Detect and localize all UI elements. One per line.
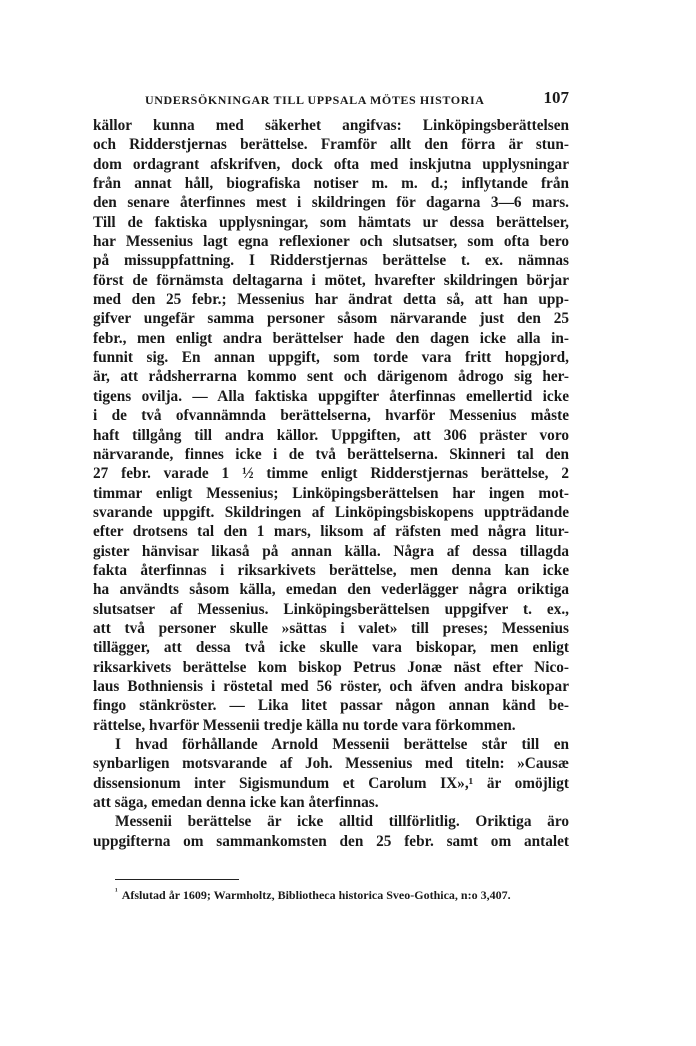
page-number: 107 — [543, 88, 569, 107]
text-line: 27 febr. varade 1 ½ timme enligt Ridderstjernas berättelse, 2 — [93, 465, 569, 483]
text-line: dom ordagrant afskrifven, dock ofta med inskjutna upplysningar — [93, 155, 569, 173]
text-line: med den 25 febr.; Messenius har ändrat detta så, att han upp- — [93, 291, 569, 309]
text-line: haft tillgång till andra källor. Uppgiften, att 306 präster voro — [93, 426, 569, 444]
body-text — [93, 116, 569, 851]
text-line: dissensionum inter Sigismundum et Carolum IX»,¹ är omöjligt — [93, 774, 569, 792]
running-title: UNDERSÖKNINGAR TILL UPPSALA MÖTES HISTORIA — [145, 93, 485, 107]
text-line: funnit sig. En annan uppgift, som torde vara fritt hopgjord, — [93, 349, 569, 367]
text-line: källor kunna med säkerhet angifvas: Linköpingsberättelsen — [93, 117, 569, 134]
text-line: gister hänvisar likaså på annan källa. Några af dessa tillagda — [93, 542, 569, 560]
footnote-text: Afslutad år 1609; Warmholtz, Bibliotheca historica Sveo-Gothica, n:o 3,407. — [121, 888, 511, 903]
running-head — [93, 88, 569, 110]
text-line: gifver ungefär samma personer såsom närvarande just den 25 — [93, 310, 569, 328]
text-line: Messenii berättelse är icke alltid tillförlitlig. Oriktiga äro — [115, 813, 569, 831]
text-line: fingo stänkröster. — Lika litet passar någon annan känd be- — [93, 697, 569, 715]
text-line: och Ridderstjernas berättelse. Framför allt den förra är stun- — [93, 136, 569, 154]
text-line: på missuppfattning. I Ridderstjernas berättelse t. ex. nämnas — [93, 252, 569, 270]
book-page — [93, 88, 569, 903]
text-line: laus Bothniensis i röstetal med 56 röster, och äfven andra biskopar — [93, 677, 569, 695]
text-line: först de förnämsta deltagarna i mötet, hvarefter skildringen börjar — [93, 271, 569, 289]
text-line: efter drotsens tal den 1 mars, liksom af räfsten med några litur- — [93, 523, 569, 541]
text-line: slutsatser af Messenius. Linköpingsberättelsen uppgifver t. ex., — [93, 600, 569, 618]
text-line: den senare återfinnes mest i skildringen för dagarna 3—6 mars. — [93, 194, 569, 212]
footnote-rule — [115, 879, 239, 880]
text-line: uppgifterna om sammankomsten den 25 febr. samt om antalet — [93, 832, 569, 850]
text-line: har Messenius lagt egna reflexioner och slutsatser, som ofta bero — [93, 233, 569, 251]
text-line: svarande uppgift. Skildringen af Linköpingsbiskopens uppträdande — [93, 503, 569, 521]
text-line: febr., men enligt andra berättelser hade den dagen icke alla in- — [93, 329, 569, 347]
text-line: i de två ofvannämnda berättelserna, hvarför Messenius måste — [93, 407, 569, 425]
text-line: riksarkivets berättelse kom biskop Petrus Jonæ näst efter Nico- — [93, 658, 569, 676]
text-line: att säga, emedan denna icke kan återfinnas. — [93, 794, 379, 812]
footnote — [93, 888, 569, 903]
text-line: tigens ovilja. — Alla faktiska uppgifter återfinnas emellertid icke — [93, 387, 569, 405]
text-line: rättelse, hvarför Messenii tredje källa nu torde vara förkommen. — [93, 716, 516, 734]
text-line: timmar enligt Messenius; Linköpingsberättelsen har ingen mot- — [93, 484, 569, 502]
text-line: ha användts såsom källa, emedan den vederlägger några oriktiga — [93, 581, 569, 599]
footnote-marker: ¹ — [115, 886, 118, 897]
text-line: tillägger, att dessa två icke skulle vara biskopar, men enligt — [93, 639, 569, 657]
text-line: synbarligen motsvarande af Joh. Messenius med titeln: »Causæ — [93, 755, 569, 773]
text-line: Till de faktiska upplysningar, som hämtats ur dessa berättelser, — [93, 213, 569, 231]
text-line: att två personer skulle »sättas i valet» till preses; Messenius — [93, 619, 569, 637]
text-line: från annat håll, biografiska notiser m. m. d.; inflytande från — [93, 175, 569, 193]
text-line: fakta återfinnas i riksarkivets berättelse, men denna kan icke — [93, 561, 569, 579]
text-line: är, att rådsherrarna kommo sent och därigenom ådrogo sig her- — [93, 368, 569, 386]
text-line: I hvad förhållande Arnold Messenii berättelse står till en — [115, 736, 569, 753]
text-line: närvarande, finnes icke i de två berättelserna. Skinneri tal den — [93, 445, 569, 463]
